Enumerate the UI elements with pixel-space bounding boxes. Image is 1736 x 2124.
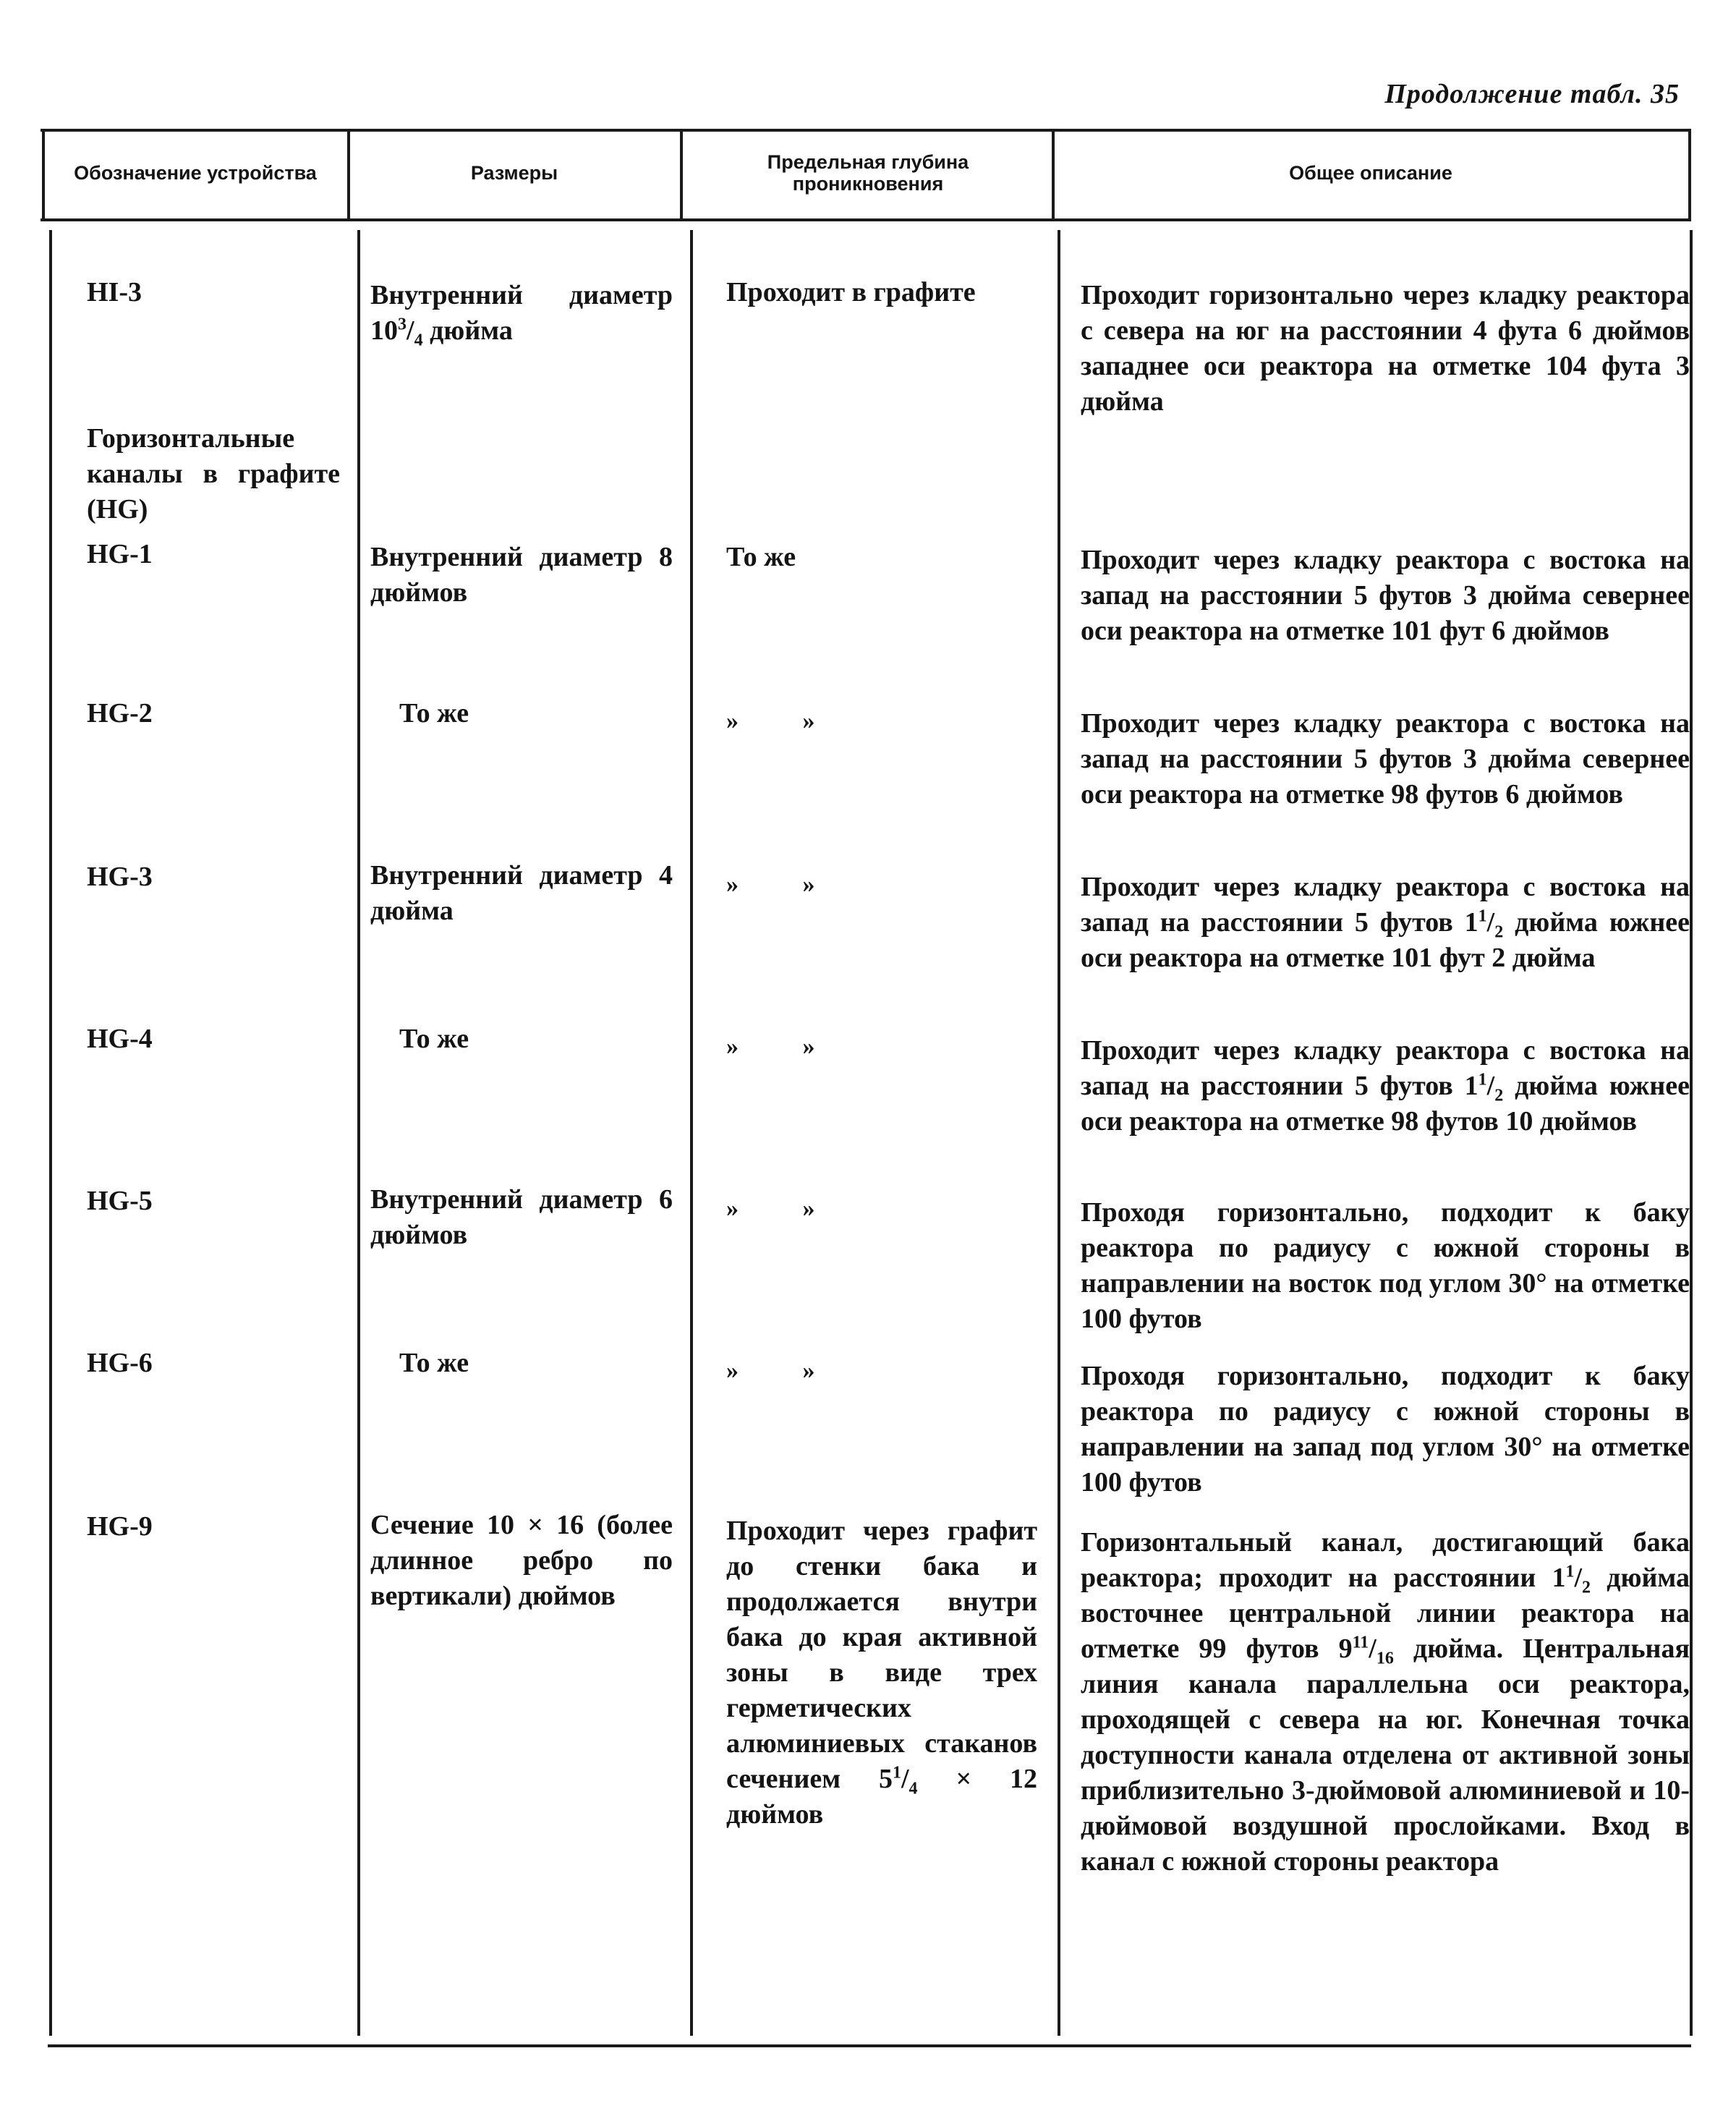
ditto-mark: » »: [726, 1195, 844, 1222]
device-id: HG-6: [87, 1348, 153, 1378]
group-title: Горизонтальные каналы в графите (HG): [87, 423, 340, 524]
depth-cell: Проходит через графит до стенки бака и продолжается внутри бака до края активной зоны в виде трех герметических алюминиевых стаканов сечением $5^1/_4 \times 12$ дюймов: [726, 1516, 1037, 1830]
column-divider: [680, 129, 683, 220]
device-id: HG-3: [87, 862, 153, 892]
header-device: Обозначение устройства: [74, 162, 317, 184]
dimensions-cell: Внутренний диаметр 8 дюймов: [370, 542, 673, 608]
device-id: HG-2: [87, 698, 153, 728]
dimensions-cell: То же: [399, 1024, 469, 1054]
description-cell: Проходит через кладку реактора с востока на запад на расстоянии 5 футов 3 дюйма севернее оси реактора на отметке 98 футов 6 дюймов: [1081, 708, 1690, 810]
description-cell: Горизонтальный канал, достигающий бака реактора; проходит на расстоянии $1^1/_2$ дюйма восточнее центральной линии реактора на отметке 99 футов $9^{11}/_{16}$ дюйма. Центральная линия канала параллельна оси реактора, проходящей с севера на юг. Конечная точка доступности канала отделена от активной зоны приблизительно 3-дюймовой алюминиевой и 10-дюймовой воздушной прослойками. Вход в канал с южной стороны реактора: [1081, 1527, 1690, 1877]
column-divider: [690, 230, 693, 2036]
device-id: HG-1: [87, 539, 153, 569]
dimensions-cell: Внутренний диаметр 4 дюйма: [370, 860, 673, 926]
description-cell: Проходя горизонтально, подходит к баку реактора по радиусу с южной стороны в направлении на восток под углом 30° на отметке 100 футов: [1081, 1197, 1690, 1334]
description-cell: Проходит через кладку реактора с востока на запад на расстоянии 5 футов $1^1/_2$ дюйма южнее оси реактора на отметке 98 футов 10 дюймов: [1081, 1035, 1690, 1137]
ditto-mark: » »: [726, 871, 844, 898]
table-caption: Продолжение табл. 35: [1384, 79, 1680, 109]
column-divider: [1688, 129, 1691, 220]
column-divider: [1058, 230, 1060, 2036]
description-cell: Проходит через кладку реактора с востока на запад на расстоянии 5 футов 3 дюйма севернее оси реактора на отметке 101 фут 6 дюймов: [1081, 545, 1690, 646]
ditto-mark: » »: [726, 1033, 844, 1060]
depth-cell: То же: [726, 542, 796, 572]
dimensions-cell: То же: [399, 698, 469, 728]
description-cell: Проходит через кладку реактора с востока на запад на расстоянии 5 футов $1^1/_2$ дюйма южнее оси реактора на отметке 101 фут 2 дюйма: [1081, 872, 1690, 973]
dimensions-cell: Внутренний диаметр $10^3/_4$ дюйма: [370, 280, 673, 350]
description-cell: Проходя горизонтально, подходит к баку реактора по радиусу с южной стороны в направлении на запад под углом 30° на отметке 100 футов: [1081, 1361, 1690, 1498]
device-id: HG-9: [87, 1511, 153, 1542]
device-id: HI-3: [87, 277, 142, 307]
header-description: Общее описание: [1289, 162, 1452, 184]
ditto-mark: » »: [726, 708, 844, 734]
dimensions-cell: То же: [399, 1348, 469, 1378]
description-cell: Проходит горизонтально через кладку реактора с севера на юг на расстоянии 4 фута 6 дюймов западнее оси реактора на отметке 104 фута 3 дюйма: [1081, 280, 1690, 417]
device-id: HG-4: [87, 1024, 153, 1054]
column-divider: [1690, 230, 1693, 2036]
dimensions-cell: Внутренний диаметр 6 дюймов: [370, 1184, 673, 1250]
device-id: HG-5: [87, 1186, 153, 1216]
dimensions-cell: Сечение 10 × 16 (более длинное ребро по вертикали) дюймов: [370, 1510, 673, 1611]
header-bottom-rule: [41, 218, 1691, 221]
header-depth: Предельная глубина проникновения: [767, 151, 969, 195]
column-divider: [357, 230, 360, 2036]
table-top-rule: [41, 129, 1691, 132]
ditto-mark: » »: [726, 1357, 844, 1384]
column-divider: [49, 230, 52, 2036]
header-dimensions: Размеры: [470, 162, 558, 184]
table-bottom-rule: [48, 2044, 1691, 2047]
depth-cell: Проходит в графите: [726, 277, 976, 307]
